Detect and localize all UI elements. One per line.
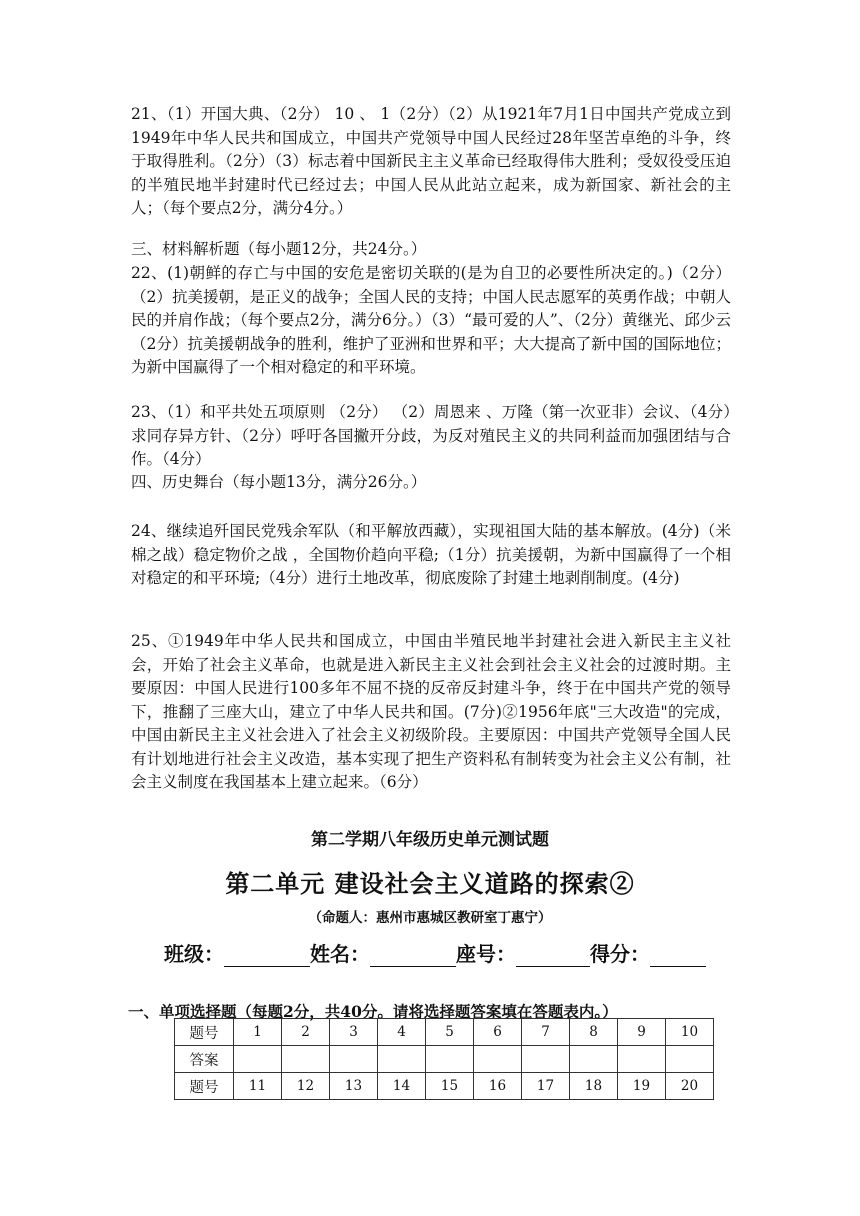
question-number: 6 — [474, 1019, 522, 1046]
answer-23: 23、（1）和平共处五项原则 （2分） （2）周恩来 、万隆（第一次亚非）会议、（4分）求同存异方针、（2分）呼吁各国撇开分歧，为反对殖民主义的共同利益而加强团结与合作。（4分） — [131, 403, 731, 468]
row-label-number: 题号 — [175, 1019, 234, 1046]
test-title: 第二学期八年级历史单元测试题 — [311, 830, 549, 850]
score-field[interactable] — [650, 946, 706, 967]
answer-cell[interactable] — [666, 1046, 714, 1073]
question-number: 4 — [378, 1019, 426, 1046]
section-1-heading: 一、单项选择题（每题2分，共40分。请将选择题答案填在答题表内。） — [128, 1002, 618, 1021]
class-field[interactable] — [224, 946, 310, 967]
student-info-line — [164, 938, 734, 967]
question-number: 12 — [282, 1073, 330, 1100]
answer-cell[interactable] — [330, 1046, 378, 1073]
answer-25: 25、①1949年中华人民共和国成立，中国由半殖民地半封建社会进入新民主主义社会，开始了社会主义革命，也就是进入新民主主义社会到社会主义社会的过渡时期。主要原因：中国人民进行100多年不屈不挠的反帝反封建斗争，终于在中国共产党的领导下，推翻了三座大山，建立了中华人民共和国。(7分)②1956年底"三大改造"的完成，中国由新民主主义社会进入了社会主义初级阶段。主要原因：中国共产党领导全国人民有计划地进行社会主义改造，基本实现了把生产资料私有制转变为社会主义公有制，社会主义制度在我国基本上建立起来。（6分） — [131, 632, 731, 791]
answer-table — [174, 1018, 714, 1100]
question-number: 3 — [330, 1019, 378, 1046]
answer-cell[interactable] — [234, 1046, 282, 1073]
answer-24: 24、继续追歼国民党残余军队（和平解放西藏），实现祖国大陆的基本解放。(4分)（米棉之战）稳定物价之战 ，全国物价趋向平稳;（1分）抗美援朝，为新中国赢得了一个相对稳定的和平环境;（4分）进行土地改革，彻底废除了封建土地剥削制度。(4分) — [131, 522, 731, 587]
question-number: 16 — [474, 1073, 522, 1100]
question-number: 2 — [282, 1019, 330, 1046]
question-number: 15 — [426, 1073, 474, 1100]
section-4-heading: 四、历史舞台（每小题13分，满分26分。） — [131, 473, 427, 491]
table-row — [175, 1073, 714, 1100]
question-number: 1 — [234, 1019, 282, 1046]
answer-cell[interactable] — [522, 1046, 570, 1073]
score-label: 得分： — [590, 942, 650, 966]
question-number: 14 — [378, 1073, 426, 1100]
seat-label: 座号： — [456, 942, 516, 966]
question-number: 20 — [666, 1073, 714, 1100]
answer-cell[interactable] — [570, 1046, 618, 1073]
question-number: 10 — [666, 1019, 714, 1046]
table-row — [175, 1019, 714, 1046]
answer-21: 21、（1）开国大典、（2分） 10 、 1（2分）（2）从1921年7月1日中国共产党成立到1949年中华人民共和国成立，中国共产党领导中国人民经过28年坚苦卓绝的斗争，终于取得胜利。（2分）（3）标志着中国新民主主义革命已经取得伟大胜利；受奴役受压迫的半殖民地半封建时代已经过去；中国人民从此站立起来，成为新国家、新社会的主人；（每个要点2分，满分4分。） — [131, 105, 731, 217]
answer-22: 22、(1)朝鲜的存亡与中国的安危是密切关联的(是为自卫的必要性所决定的。)（2分）（2）抗美援朝，是正义的战争；全国人民的支持；中国人民志愿军的英勇作战；中朝人民的并肩作战；（每个要点2分，满分6分。）（3）“最可爱的人”、（2分）黄继光、邱少云（2分）抗美援朝战争的胜利，维护了亚洲和世界和平；大大提高了新中国的国际地位；为新中国赢得了一个相对稳定的和平环境。 — [131, 264, 731, 376]
question-number: 5 — [426, 1019, 474, 1046]
question-number: 7 — [522, 1019, 570, 1046]
answer-cell[interactable] — [378, 1046, 426, 1073]
class-label: 班级： — [164, 942, 224, 966]
question-number: 11 — [234, 1073, 282, 1100]
seat-field[interactable] — [516, 946, 590, 967]
answer-cell[interactable] — [474, 1046, 522, 1073]
author-line: （命题人：惠州市惠城区教研室丁惠宁） — [308, 910, 552, 926]
question-number: 9 — [618, 1019, 666, 1046]
question-number: 17 — [522, 1073, 570, 1100]
row-label-number: 题号 — [175, 1073, 234, 1100]
table-row — [175, 1046, 714, 1073]
question-number: 19 — [618, 1073, 666, 1100]
section-3-heading: 三、材料解析题（每小题12分，共24分。） — [131, 240, 427, 258]
answer-cell[interactable] — [426, 1046, 474, 1073]
question-number: 18 — [570, 1073, 618, 1100]
name-label: 姓名： — [310, 942, 370, 966]
question-number: 13 — [330, 1073, 378, 1100]
unit-title: 第二单元 建设社会主义道路的探索② — [225, 869, 635, 898]
question-number: 8 — [570, 1019, 618, 1046]
row-label-answer: 答案 — [175, 1046, 234, 1073]
name-field[interactable] — [370, 946, 456, 967]
answer-cell[interactable] — [618, 1046, 666, 1073]
answer-cell[interactable] — [282, 1046, 330, 1073]
